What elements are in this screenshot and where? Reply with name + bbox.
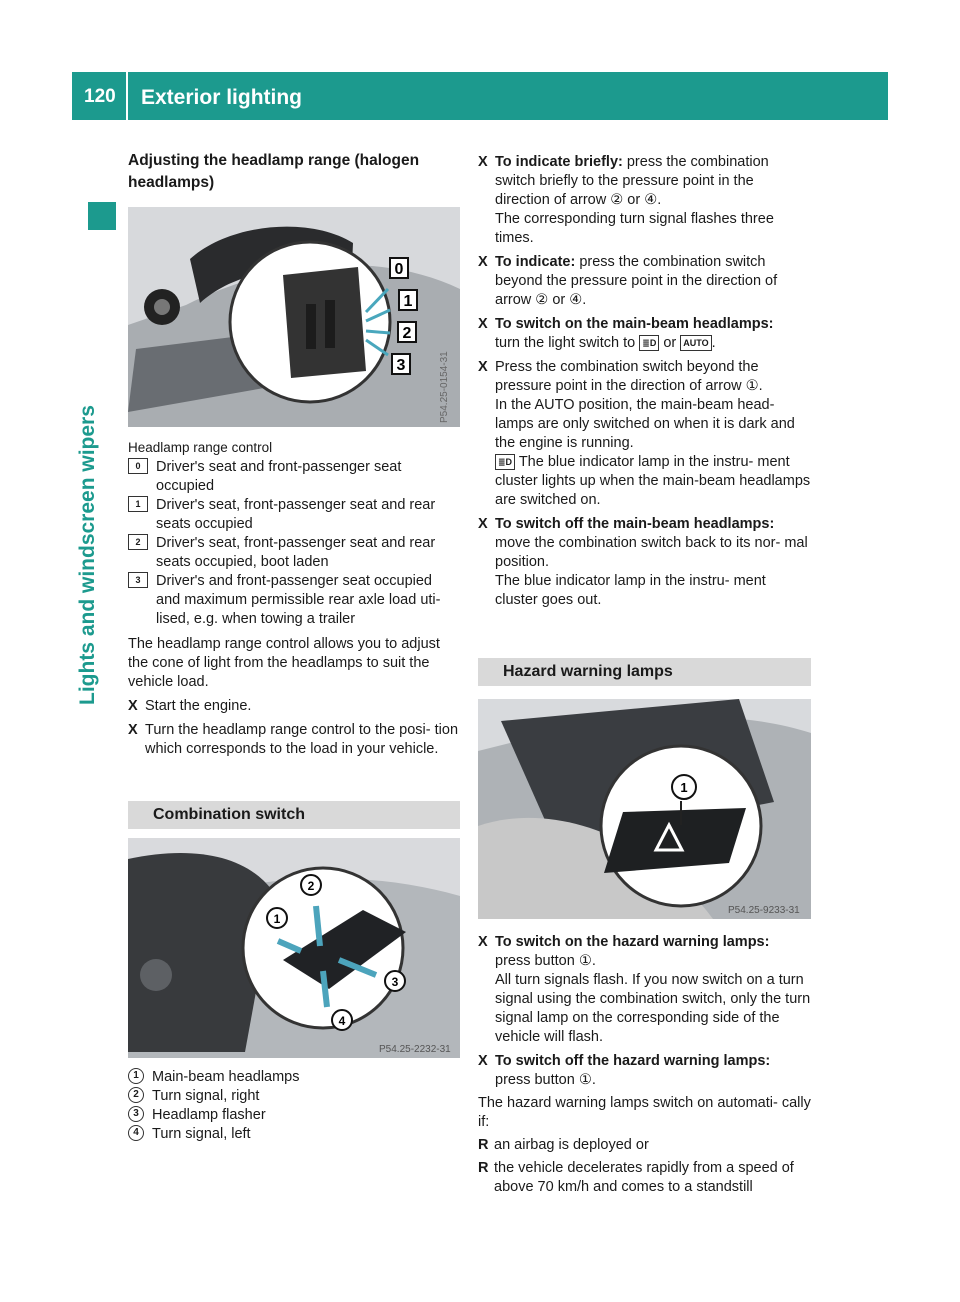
svg-text:1: 1 [273,912,281,926]
svg-text:1: 1 [680,780,688,795]
steering-hub [140,959,172,991]
section-title: Exterior lighting [141,86,303,109]
headlamp-range-title: Adjusting the headlamp range (halogen headlamps) [128,152,420,191]
headlamp-range-image [128,207,460,427]
hazard-image [478,699,811,919]
svg-text:2: 2 [402,325,412,342]
instruction-press-switch: X Press the combination switch beyond the pressure point in the direction of arrow ①. In the AUTO position, the main-beam head- lamps are only switched on when it is dark and the engine is running. ≣D The blue indicator lamp in the instru- ment cluster lights up when the main-beam headlamps are switched on. [478,359,811,508]
instruction-indicate: X To indicate: press the combination switch beyond the pressure point in the direction of arrow ② or ④. [478,254,778,308]
combination-switch-illustration [128,838,460,1058]
arrow-4 [323,971,327,1007]
instruction-indicate-briefly: X To indicate briefly: press the combination switch briefly to the pressure point in the direction of arrow ② or ④. The corresponding turn signal flashes three times. [478,154,774,246]
vertical-title: Lights and windscreen wipers [76,405,99,705]
combination-legend-item-3: 3 Headlamp flasher [128,1106,460,1125]
svg-text:3: 3 [391,975,399,989]
instruction-main-beam-on: X To switch on the main-beam headlamps: turn the light switch to ≣D or AUTO . [478,316,774,351]
right-column [478,150,811,1197]
svg-text:3: 3 [396,357,406,374]
legend-item-3: 3 Driver's and front-passenger seat occupied and maximum permissible rear axle load uti- lised, e.g. when towing a trailer [128,572,460,629]
instruction-main-beam-off: X To switch off the main-beam headlamps: move the combination switch back to its nor- mal position. The blue indicator lamp in the instru- ment cluster goes out. [478,516,808,608]
page-number: 120 [84,86,116,107]
hazard-on-instruction: X To switch on the hazard warning lamps: press button ①. All turn signals flash. If you now switch on a turn signal using the combination switch, only the turn signal lamp on the corresponding side of the vehicle will flash. [478,934,811,1045]
step-start-engine: X Start the engine. [128,698,252,714]
combination-legend [128,1068,460,1144]
svg-text:1: 1 [403,293,413,310]
control-panel [283,267,366,378]
legend-item-1: 1 Driver's seat, front-passenger seat and rear seats occupied [128,496,460,534]
headlamp-legend [128,458,460,629]
left-column [128,150,460,1144]
arrow-2 [316,906,320,946]
combination-legend-item-2: 2 Turn signal, right [128,1087,460,1106]
image-code: P54.25-9233-31 [728,905,800,916]
legend-item-2: 2 Driver's seat, front-passenger seat and rear seats occupied, boot laden [128,534,460,572]
svg-text:2: 2 [307,879,315,893]
combination-switch-image [128,838,460,1058]
main-beam-icon: ≣D [495,454,515,470]
combination-legend-item-1: 1 Main-beam headlamps [128,1068,460,1087]
image-code: P54.25-2232-31 [379,1044,451,1055]
headlamp-range-illustration [128,207,460,427]
low-beam-icon: ≣D [639,335,659,351]
hazard-button-panel [604,808,746,873]
hazard-illustration [478,699,811,919]
headlamp-body: The headlamp range control allows you to adjust the cone of light from the headlamps to suit the vehicle load. [128,636,440,690]
hazard-auto-text: The hazard warning lamps switch on automati- cally if: [478,1095,811,1130]
figure-caption: Headlamp range control [128,440,273,455]
step-turn-control: X Turn the headlamp range control to the posi- tion which corresponds to the load in your vehicle. [128,722,459,757]
hazard-off-instruction: X To switch off the hazard warning lamps: press button ①. [478,1053,771,1088]
bullet-deceleration: R the vehicle decelerates rapidly from a speed of above 70 km/h and comes to a standstill [478,1160,794,1195]
hazard-heading: Hazard warning lamps [478,658,811,686]
image-code: P54.25-0154-31 [439,351,450,423]
header-divider [126,72,128,120]
range-wheel [306,304,316,349]
combination-legend-item-4: 4 Turn signal, left [128,1125,460,1144]
svg-text:0: 0 [394,261,404,278]
bullet-airbag: R an airbag is deployed or [478,1137,649,1153]
svg-text:4: 4 [338,1014,346,1028]
combination-switch-heading: Combination switch [128,801,460,829]
legend-item-0: 0 Driver's seat and front-passenger seat occupied [128,458,460,496]
auto-icon: AUTO [680,335,711,351]
